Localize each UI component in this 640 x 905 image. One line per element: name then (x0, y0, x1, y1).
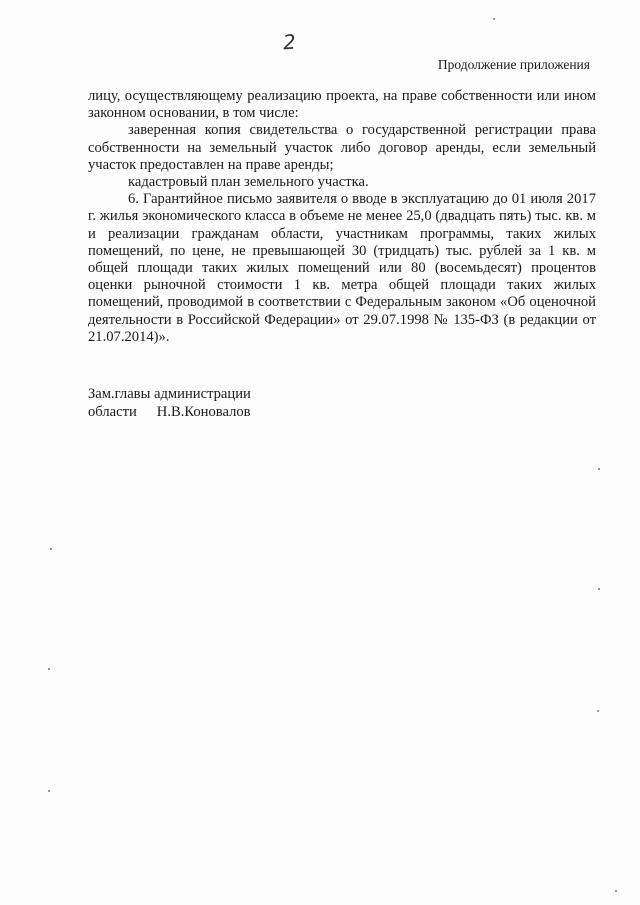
scan-speck (48, 668, 50, 670)
signature-name: Н.В.Коновалов (156, 403, 251, 420)
signature-line2 (88, 404, 251, 422)
scan-speck (615, 890, 617, 892)
scan-speck (597, 710, 599, 712)
scan-speck (50, 548, 52, 550)
scan-speck (598, 468, 600, 470)
scan-speck (48, 790, 50, 792)
continuation-header: Продолжение приложения (437, 57, 590, 72)
signature-position: Зам.главы администрации (88, 386, 251, 402)
scan-speck (598, 588, 600, 590)
paragraph-certificate-copy: заверенная копия свидетельства о государственной регистрации права собственности на земельный участок либо договор аренды, если земельный участок предоставлен на праве аренды; (88, 122, 596, 173)
signature-block (88, 386, 251, 421)
paragraph-owner-basis: лицу, осуществляющему реализацию проекта, на праве собственности или ином законном основании, в том числе: (88, 88, 596, 122)
scan-speck (493, 18, 495, 20)
document-body (88, 88, 596, 346)
paragraph-guarantee-letter: 6. Гарантийное письмо заявителя о вводе в эксплуатацию до 01 июля 2017 г. жилья экономического класса в объеме не менее 25,0 (двадцать пять) тыс. кв. м и реализации гражданам области, участникам программы, таких жилых помещений, по цене, не превышающей 30 (тридцать) тыс. рублей за 1 кв. м общей площади таких жилых помещений или 80 (восемьдесят) процентов оценки рыночной стоимости 1 кв. метра общей площади таких жилых помещений, проводимой в соответствии с Федеральным законом «Об оценочной деятельности в Российской Федерации» от 29.07.1998 № 135-ФЗ (в редакции от 21.07.2014)». (88, 191, 596, 345)
signature-region: области (88, 403, 137, 420)
paragraph-cadastral-plan: кадастровый план земельного участка. (128, 174, 369, 191)
handwritten-page-number: 2 (282, 29, 297, 55)
